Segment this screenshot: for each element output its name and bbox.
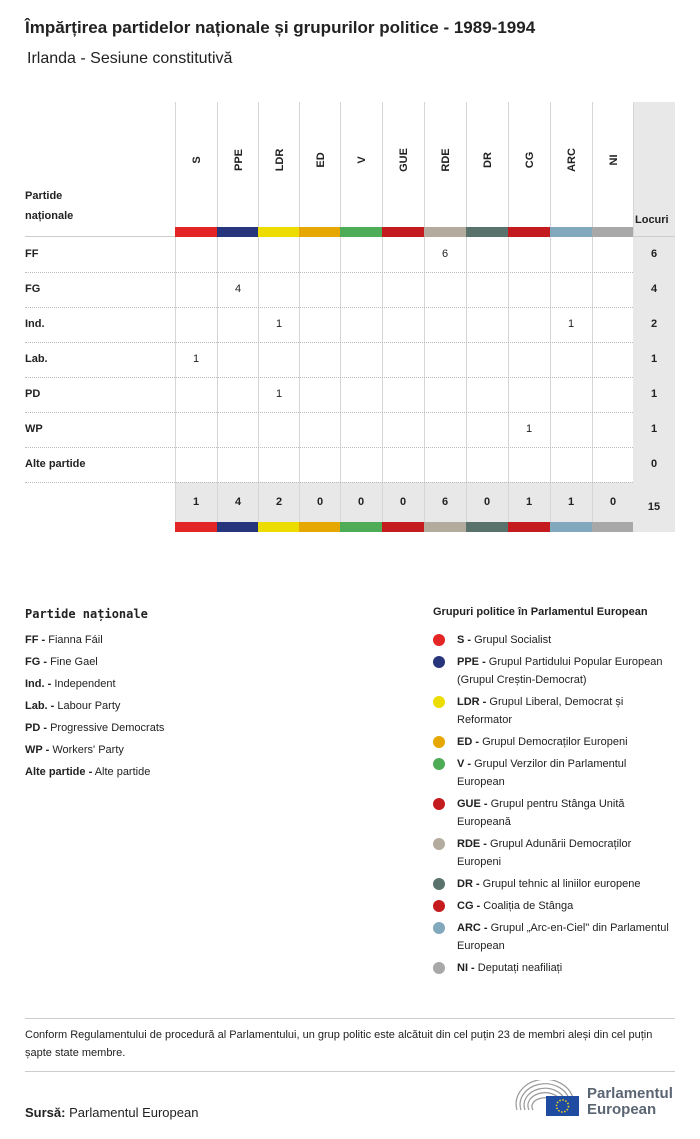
legend-name: Grupul Partidului Popular European (Grupul Creștin-Democrat)	[457, 656, 663, 686]
divider	[25, 1071, 675, 1072]
legend-code: ARC -	[457, 922, 488, 934]
column-total: 1	[525, 496, 533, 508]
group-color-bar	[299, 227, 341, 237]
legend-code: V -	[457, 758, 472, 770]
column-header-dr	[466, 102, 508, 227]
table-row	[25, 307, 633, 343]
legend-item	[457, 653, 677, 689]
legend-item	[25, 697, 120, 715]
legend-name: Grupul Liberal, Democrat și Reformator	[457, 696, 624, 726]
row-total: 0	[650, 458, 658, 470]
legend-item	[457, 631, 677, 649]
legend-item	[25, 719, 164, 737]
column-total: 2	[275, 496, 283, 508]
legend-item	[25, 675, 116, 693]
cell-value: 6	[441, 248, 449, 260]
page-subtitle: Irlanda - Sesiune constitutivă	[27, 50, 233, 67]
group-color-dot-icon	[433, 696, 445, 708]
legend-code: LDR -	[457, 696, 487, 708]
row-party: WP	[25, 423, 43, 435]
group-color-dot-icon	[433, 962, 445, 974]
table-row	[25, 342, 633, 378]
legend-item	[25, 631, 103, 649]
legend-name: Deputați neafiliați	[477, 962, 563, 974]
row-party: Lab.	[25, 353, 48, 365]
legend-item	[457, 919, 677, 955]
group-color-dot-icon	[433, 758, 445, 770]
legend-name: Independent	[54, 678, 116, 690]
row-total: 6	[650, 248, 658, 260]
group-color-bar	[340, 227, 382, 237]
column-header-label: S	[190, 156, 203, 164]
group-color-bar	[508, 522, 550, 532]
national-legend-title: Partide naționale	[25, 607, 148, 621]
table-row	[25, 272, 633, 308]
group-color-bar	[340, 522, 382, 532]
logo-line2: European	[587, 1101, 657, 1118]
group-color-bar	[258, 227, 300, 237]
legend-name: Grupul Verzilor din Parlamentul European	[457, 758, 627, 788]
column-total: 0	[357, 496, 365, 508]
column-header-label: RDE	[439, 148, 452, 172]
group-color-bar	[466, 522, 508, 532]
seats-header-cell	[633, 102, 675, 237]
column-total: 6	[441, 496, 449, 508]
group-color-bar	[424, 227, 466, 237]
legend-name: Fianna Fáil	[48, 634, 103, 646]
cell-value: 4	[234, 283, 242, 295]
group-color-bar	[258, 522, 300, 532]
group-color-bar	[424, 522, 466, 532]
column-header-label: ARC	[565, 148, 578, 172]
legend-code: PPE -	[457, 656, 486, 668]
source-label: Sursă:	[25, 1105, 66, 1120]
legend-code: ED -	[457, 736, 479, 748]
legend-name: Workers' Party	[52, 744, 124, 756]
group-color-dot-icon	[433, 900, 445, 912]
column-header-s	[175, 102, 217, 227]
row-party: FF	[25, 248, 39, 260]
group-color-bar	[550, 227, 592, 237]
legend-name: Labour Party	[57, 700, 121, 712]
group-color-dot-icon	[433, 656, 445, 668]
groups-legend-title: Grupuri politice în Parlamentul European	[433, 606, 648, 618]
group-color-dot-icon	[433, 922, 445, 934]
column-total: 1	[567, 496, 575, 508]
group-color-bar	[592, 522, 634, 532]
legend-name: Grupul Adunării Democraților Europeni	[457, 838, 632, 868]
group-color-bar	[175, 522, 217, 532]
column-header-ppe	[217, 102, 259, 227]
column-header-cg	[508, 102, 550, 227]
group-color-bar	[508, 227, 550, 237]
group-color-bar	[382, 522, 424, 532]
legend-code: CG -	[457, 900, 481, 912]
hemicycle-icon	[515, 1080, 580, 1116]
legend-code: NI -	[457, 962, 475, 974]
column-header-ed	[299, 102, 341, 227]
legend-name: Progressive Democrats	[50, 722, 165, 734]
column-total: 0	[483, 496, 491, 508]
legend-name: Grupul tehnic al liniilor europene	[482, 878, 641, 890]
legend-item	[457, 959, 677, 977]
legend-code: WP -	[25, 744, 50, 756]
cell-value: 1	[525, 423, 533, 435]
group-color-dot-icon	[433, 634, 445, 646]
column-header-rde	[424, 102, 466, 227]
column-total: 0	[399, 496, 407, 508]
column-header-label: GUE	[397, 148, 410, 172]
column-header-label: ED	[314, 152, 327, 168]
column-header-label: DR	[481, 152, 494, 168]
column-header-label: PPE	[232, 148, 245, 172]
legend-name: Fine Gael	[50, 656, 98, 668]
legend-item	[457, 897, 677, 915]
column-header-gue	[382, 102, 424, 227]
legend-item	[457, 755, 677, 791]
cell-value: 1	[567, 318, 575, 330]
row-total: 1	[650, 353, 658, 365]
source-value: Parlamentul European	[69, 1105, 199, 1120]
legend-code: Lab. -	[25, 700, 55, 712]
seats-header: Locuri	[635, 214, 669, 226]
legend-item	[25, 741, 124, 759]
row-party: FG	[25, 283, 41, 295]
divider	[25, 1018, 675, 1019]
row-party: PD	[25, 388, 41, 400]
legend-item	[25, 763, 150, 781]
group-color-bar	[217, 522, 259, 532]
column-total: 0	[316, 496, 324, 508]
group-color-dot-icon	[433, 798, 445, 810]
legend-code: GUE -	[457, 798, 488, 810]
legend-code: S -	[457, 634, 472, 646]
cell-value: 1	[275, 318, 283, 330]
column-header-label: LDR	[273, 148, 286, 172]
legend-item	[25, 653, 98, 671]
table-row	[25, 237, 633, 273]
logo-line1: Parlamentul	[587, 1085, 673, 1102]
group-color-dot-icon	[433, 878, 445, 890]
legend-code: PD -	[25, 722, 47, 734]
column-header-v	[340, 102, 382, 227]
legend-item	[457, 795, 677, 831]
group-color-bar	[299, 522, 341, 532]
legend-name: Alte partide	[94, 766, 151, 778]
group-color-bar	[466, 227, 508, 237]
group-color-bar	[175, 227, 217, 237]
group-color-dot-icon	[433, 736, 445, 748]
table-row	[25, 377, 633, 413]
group-color-bar	[382, 227, 424, 237]
group-color-bar	[217, 227, 259, 237]
column-total: 4	[234, 496, 242, 508]
row-total: 1	[650, 423, 658, 435]
column-header-label: NI	[607, 154, 620, 166]
row-party: Alte partide	[25, 458, 86, 470]
row-total: 2	[650, 318, 658, 330]
legend-name: Grupul Socialist	[474, 634, 552, 646]
legend-name: Coaliția de Stânga	[483, 900, 574, 912]
legend-item	[457, 875, 677, 893]
column-header-label: CG	[523, 151, 536, 169]
group-color-dot-icon	[433, 838, 445, 850]
group-color-bar	[550, 522, 592, 532]
legend-code: FF -	[25, 634, 46, 646]
column-header-arc	[550, 102, 592, 227]
ep-logo	[515, 1080, 673, 1121]
legend-name: Grupul „Arc-en-Ciel" din Parlamentul European	[457, 922, 669, 952]
grand-total: 15	[647, 501, 661, 513]
row-total: 1	[650, 388, 658, 400]
cell-value: 1	[275, 388, 283, 400]
cell-value: 1	[192, 353, 200, 365]
column-header-ni	[592, 102, 634, 227]
legend-item	[457, 733, 677, 751]
legend-code: FG -	[25, 656, 47, 668]
footnote: Conform Regulamentului de procedură al Parlamentului, un grup politic este alcătuit din cel puțin 23 de membri aleși din cel puțin șapte state membre.	[25, 1029, 653, 1059]
legend-name: Grupul pentru Stânga Unită Europeană	[457, 798, 625, 828]
column-total: 0	[609, 496, 617, 508]
column-total: 1	[192, 496, 200, 508]
row-party: Ind.	[25, 318, 45, 330]
legend-name: Grupul Democraților Europeni	[482, 736, 628, 748]
column-header-label: V	[355, 156, 368, 164]
row-total: 4	[650, 283, 658, 295]
column-header-ldr	[258, 102, 300, 227]
legend-item	[457, 693, 677, 729]
legend-item	[457, 835, 677, 871]
source	[25, 1105, 198, 1120]
legend-code: RDE -	[457, 838, 487, 850]
legend-code: Ind. -	[25, 678, 52, 690]
table-row	[25, 447, 633, 483]
page-title: Împărțirea partidelor naționale și grupurilor politice - 1989-1994	[25, 18, 536, 37]
group-color-bar	[592, 227, 634, 237]
legend-code: Alte partide -	[25, 766, 93, 778]
row-header: Partide naționale	[25, 190, 74, 222]
legend-code: DR -	[457, 878, 480, 890]
